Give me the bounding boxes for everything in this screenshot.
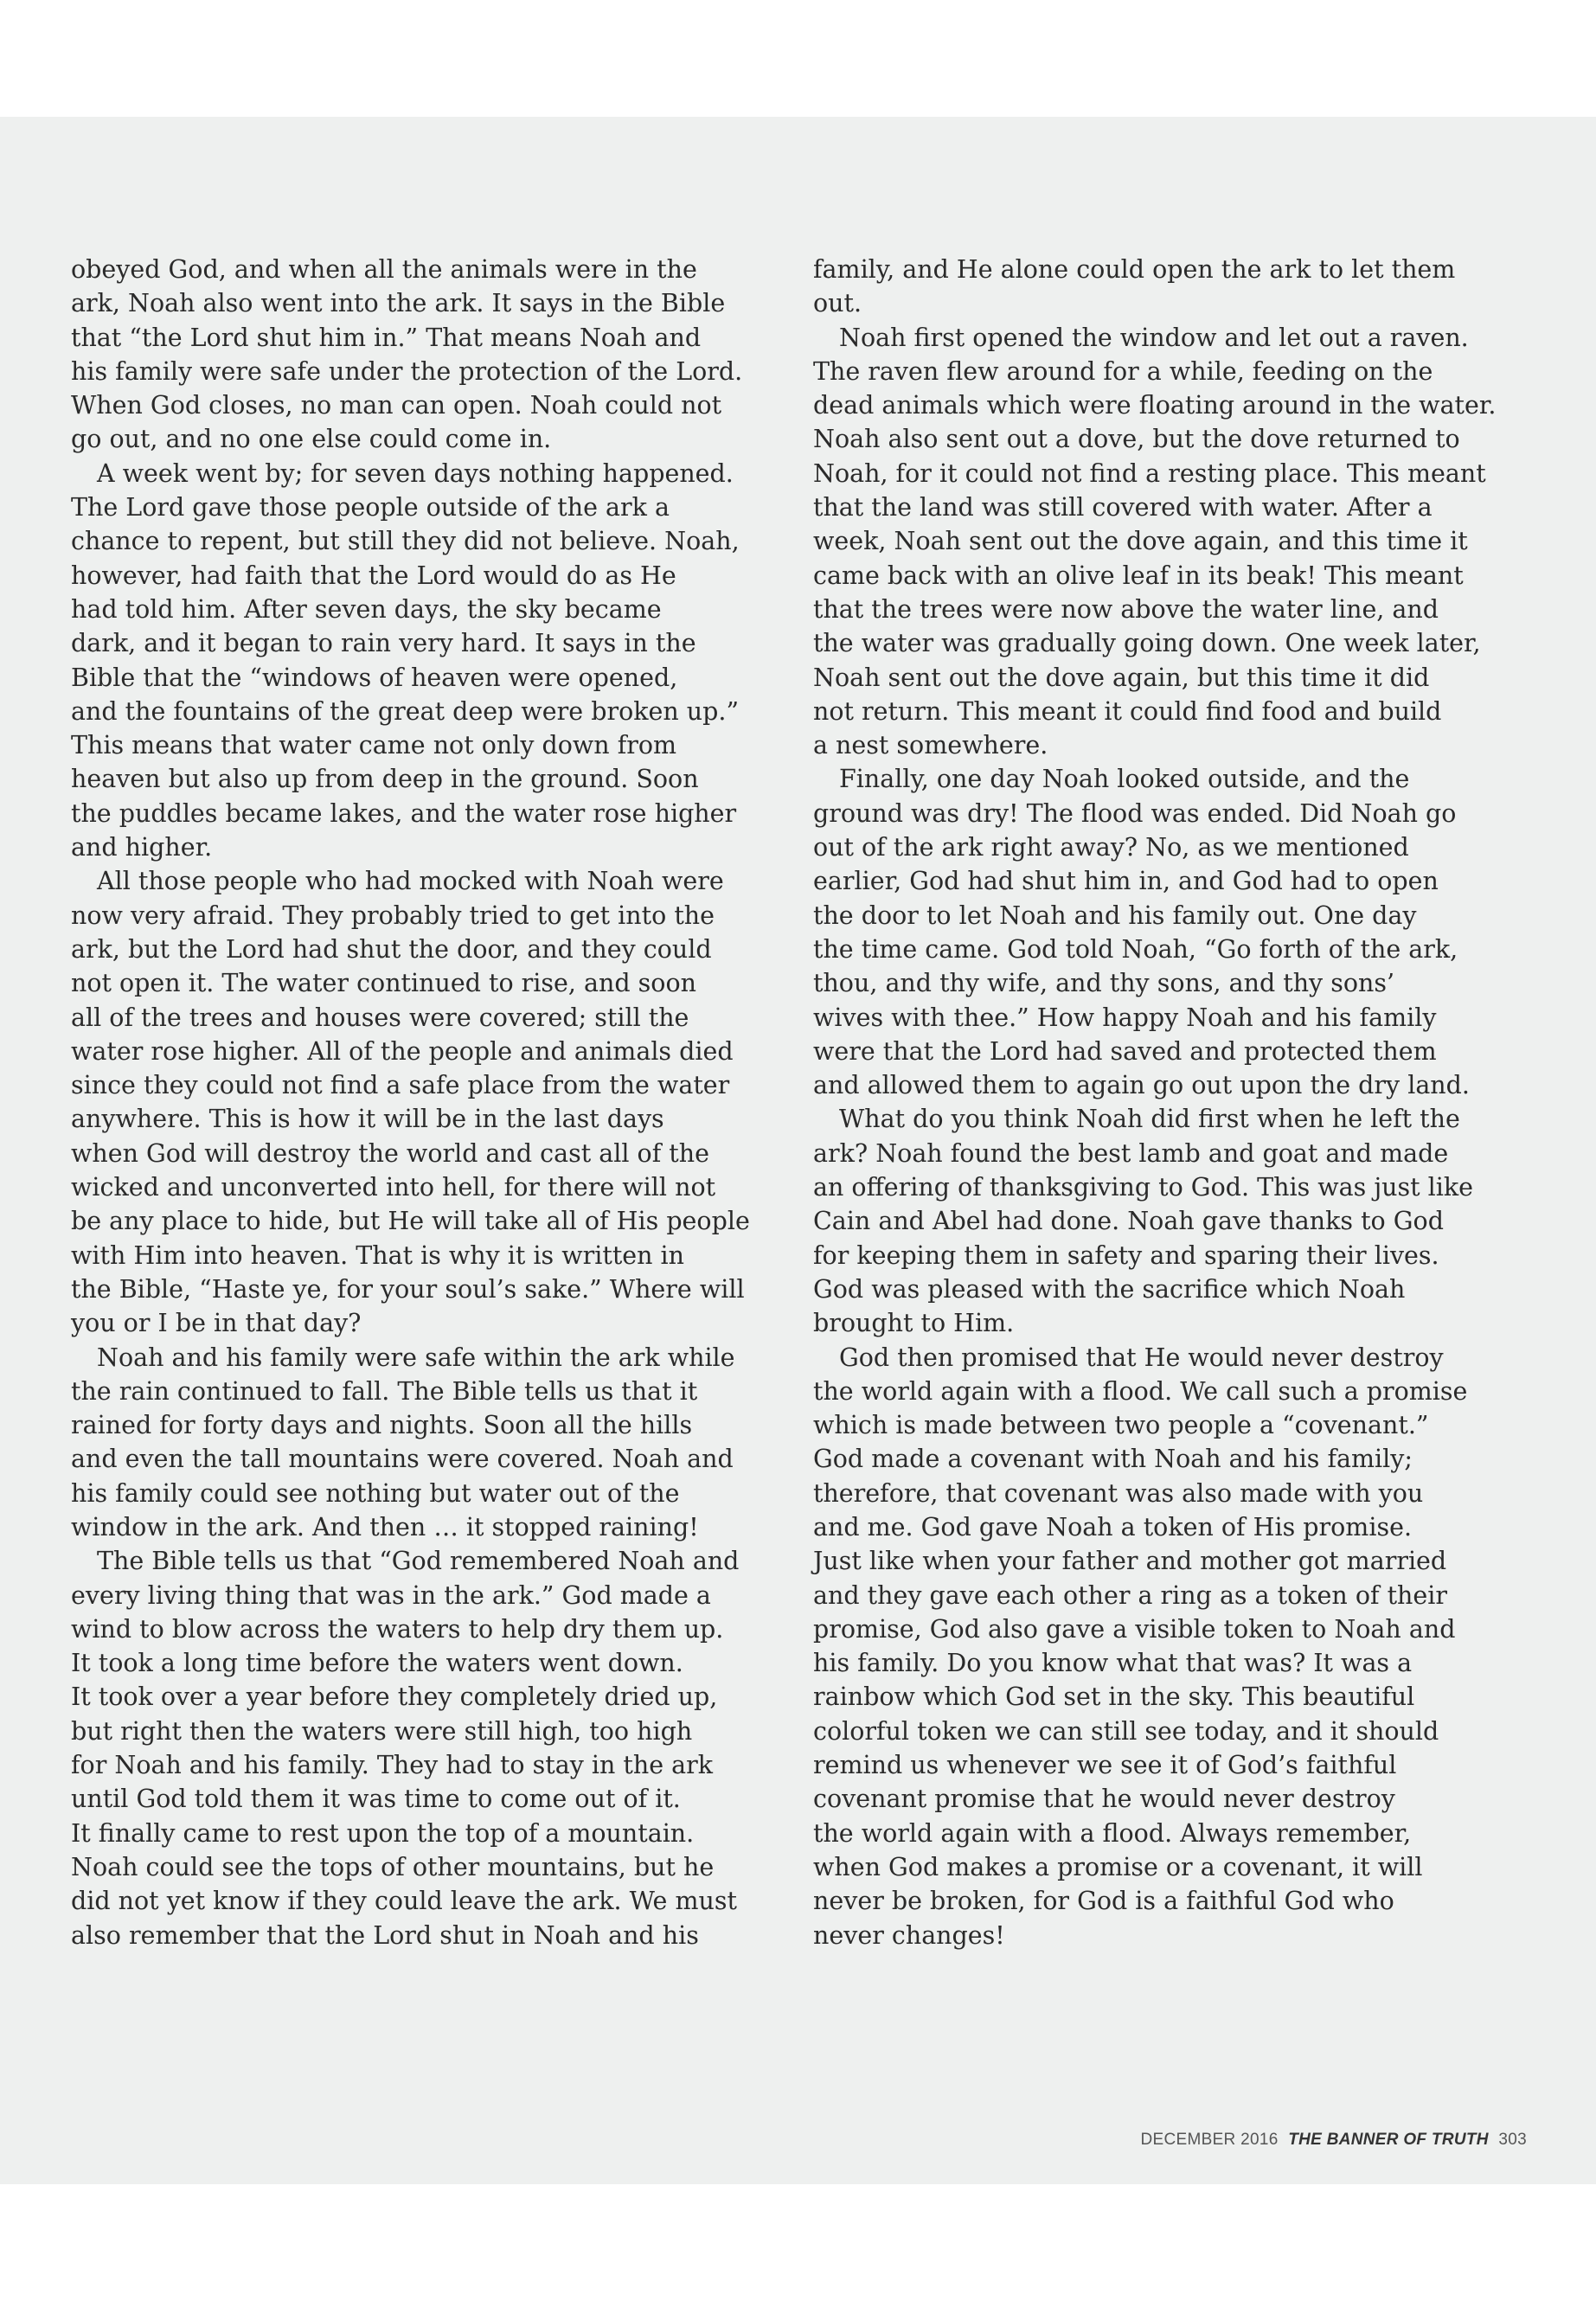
text-line: his family could see nothing but water out of the <box>71 1478 680 1508</box>
text-line: The Bible tells us that “God remembered Noah and <box>97 1547 740 1576</box>
text-line: wives with thee.” How happy Noah and his family <box>813 1003 1437 1032</box>
text-line: Bible that the “windows of heaven were opened, <box>71 663 678 692</box>
text-line: now very afraid. They probably tried to get into the <box>71 901 715 930</box>
article-column-right <box>813 253 1540 1952</box>
text-line: the door to let Noah and his family out. One day <box>813 901 1417 930</box>
text-line: When God closes, no man can open. Noah could not <box>71 391 722 420</box>
text-line: and even the tall mountains were covered. Noah and <box>71 1445 734 1474</box>
text-line: when God will destroy the world and cast all of the <box>71 1138 709 1168</box>
article-column-left <box>71 253 798 1952</box>
text-line: never changes! <box>813 1920 1005 1950</box>
text-line: God then promised that He would never destroy <box>839 1343 1444 1372</box>
text-line: which is made between two people a “covenant.” <box>813 1411 1429 1440</box>
text-line: came back with an olive leaf in its beak! This meant <box>813 561 1464 590</box>
text-line: be any place to hide, but He will take all of His people <box>71 1207 750 1236</box>
text-line: window in the ark. And then … it stopped raining! <box>71 1512 699 1541</box>
text-line: the Bible, “Haste ye, for your soul’s sake.” Where will <box>71 1274 745 1304</box>
text-line: rainbow which God set in the sky. This beautiful <box>813 1682 1415 1712</box>
text-line: an offering of thanksgiving to God. This was just like <box>813 1173 1474 1202</box>
text-line: you or I be in that day? <box>71 1309 362 1338</box>
text-line: Noah also sent out a dove, but the dove returned to <box>813 425 1460 454</box>
text-line: the puddles became lakes, and the water rose higher <box>71 798 737 828</box>
text-line: all of the trees and houses were covered; still the <box>71 1003 689 1032</box>
magazine-page <box>0 117 1596 2184</box>
text-line: All those people who had mocked with Noah were <box>97 867 724 896</box>
text-line: remind us whenever we see it of God’s faithful <box>813 1751 1397 1780</box>
text-line: the rain continued to fall. The Bible tells us that it <box>71 1376 698 1406</box>
text-line: dead animals which were floating around in the water. <box>813 391 1497 420</box>
text-line: that the trees were now above the water line, and <box>813 594 1439 624</box>
text-line: week, Noah sent out the dove again, and this time it <box>813 527 1468 556</box>
text-line: It finally came to rest upon the top of a mountain. <box>71 1818 695 1848</box>
text-line: Noah first opened the window and let out a raven. <box>839 323 1469 352</box>
text-line: that “the Lord shut him in.” That means Noah and <box>71 323 702 352</box>
text-line: ground was dry! The flood was ended. Did Noah go <box>813 798 1457 828</box>
text-line: covenant promise that he would never destroy <box>813 1785 1395 1814</box>
text-line: and the fountains of the great deep were broken up.” <box>71 696 740 726</box>
text-line: out of the ark right away? No, as we mentioned <box>813 833 1409 862</box>
text-line: ark, Noah also went into the ark. It says in the Bible <box>71 289 726 318</box>
text-line: God was pleased with the sacrifice which Noah <box>813 1274 1406 1304</box>
text-line: the water was gradually going down. One week later, <box>813 629 1481 658</box>
text-line: never be broken, for God is a faithful God who <box>813 1887 1394 1916</box>
text-line: therefore, that covenant was also made with you <box>813 1478 1424 1508</box>
text-line: every living thing that was in the ark.” God made a <box>71 1580 711 1610</box>
text-line: dark, and it began to rain very hard. It says in the <box>71 629 696 658</box>
text-line: for keeping them in safety and sparing their lives. <box>813 1240 1439 1270</box>
text-line: Noah could see the tops of other mountains, but he <box>71 1852 715 1881</box>
text-line: his family were safe under the protection of the Lord. <box>71 356 743 386</box>
text-line: did not yet know if they could leave the ark. We must <box>71 1887 737 1916</box>
text-line: go out, and no one else could come in. <box>71 425 552 454</box>
text-line: wind to blow across the waters to help dry them up. <box>71 1614 724 1644</box>
text-line: for Noah and his family. They had to stay in the ark <box>71 1751 714 1780</box>
text-line: Noah, for it could not find a resting place. This meant <box>813 458 1486 488</box>
text-line: but right then the waters were still high, too high <box>71 1716 693 1746</box>
text-line: chance to repent, but still they did not believe. Noah, <box>71 527 740 556</box>
text-line: thou, and thy wife, and thy sons, and thy sons’ <box>813 969 1395 998</box>
publication-title: THE BANNER OF TRUTH <box>1288 2131 1489 2149</box>
text-line: God made a covenant with Noah and his family; <box>813 1445 1413 1474</box>
text-line: and allowed them to again go out upon the dry land. <box>813 1071 1470 1100</box>
text-line: obeyed God, and when all the animals were in the <box>71 255 697 284</box>
text-line: his family. Do you know what that was? It was a <box>813 1649 1413 1678</box>
text-line: anywhere. This is how it will be in the last days <box>71 1105 664 1134</box>
text-line: heaven but also up from deep in the ground. Soon <box>71 765 699 794</box>
text-line: This means that water came not only down from <box>71 731 677 760</box>
text-line: The Lord gave those people outside of the ark a <box>71 493 670 522</box>
text-line: Finally, one day Noah looked outside, and the <box>839 765 1410 794</box>
text-line: and higher. <box>71 833 213 862</box>
text-line: when God makes a promise or a covenant, it will <box>813 1852 1423 1881</box>
text-line: and they gave each other a ring as a token of their <box>813 1580 1448 1610</box>
text-line: Noah sent out the dove again, but this time it did <box>813 663 1430 692</box>
text-line: since they could not find a safe place from the water <box>71 1071 730 1100</box>
text-line: were that the Lord had saved and protected them <box>813 1036 1437 1066</box>
page-footer <box>1140 2131 1527 2150</box>
text-line: also remember that the Lord shut in Noah and his <box>71 1920 699 1950</box>
issue-date: DECEMBER 2016 <box>1140 2131 1279 2149</box>
text-line: water rose higher. All of the people and animals died <box>71 1036 734 1066</box>
text-line: not return. This meant it could find food and build <box>813 696 1442 726</box>
text-line: and me. God gave Noah a token of His promise. <box>813 1512 1413 1541</box>
text-line: family, and He alone could open the ark to let them <box>813 255 1456 284</box>
text-line: not open it. The water continued to rise, and soon <box>71 969 696 998</box>
text-line: Just like when your father and mother got married <box>813 1547 1447 1576</box>
text-line: Noah and his family were safe within the ark while <box>97 1343 735 1372</box>
text-line: had told him. After seven days, the sky became <box>71 594 662 624</box>
text-line: The raven flew around for a while, feeding on the <box>813 356 1433 386</box>
text-line: It took a long time before the waters went down. <box>71 1649 683 1678</box>
text-line: with Him into heaven. That is why it is written in <box>71 1240 685 1270</box>
text-line: a nest somewhere. <box>813 731 1048 760</box>
text-line: What do you think Noah did first when he left the <box>839 1105 1460 1134</box>
text-line: wicked and unconverted into hell, for there will not <box>71 1173 716 1202</box>
text-line: the world again with a flood. Always remember, <box>813 1818 1412 1848</box>
text-line: It took over a year before they completely dried up, <box>71 1682 718 1712</box>
text-line: A week went by; for seven days nothing happened. <box>97 458 734 488</box>
text-line: Cain and Abel had done. Noah gave thanks to God <box>813 1207 1444 1236</box>
text-line: the world again with a flood. We call such a promise <box>813 1376 1468 1406</box>
text-line: the time came. God told Noah, “Go forth of the ark, <box>813 934 1458 964</box>
text-line: colorful token we can still see today, and it should <box>813 1716 1439 1746</box>
text-line: brought to Him. <box>813 1309 1015 1338</box>
text-line: ark? Noah found the best lamb and goat and made <box>813 1138 1449 1168</box>
text-line: rained for forty days and nights. Soon all the hills <box>71 1411 693 1440</box>
text-line: ark, but the Lord had shut the door, and they could <box>71 934 712 964</box>
text-line: that the land was still covered with water. After a <box>813 493 1433 522</box>
text-line: until God told them it was time to come out of it. <box>71 1785 681 1814</box>
text-line: promise, God also gave a visible token to Noah and <box>813 1614 1456 1644</box>
text-line: earlier, God had shut him in, and God had to open <box>813 867 1439 896</box>
text-line: however, had faith that the Lord would do as He <box>71 561 676 590</box>
text-line: out. <box>813 289 862 318</box>
page-number: 303 <box>1498 2131 1527 2149</box>
